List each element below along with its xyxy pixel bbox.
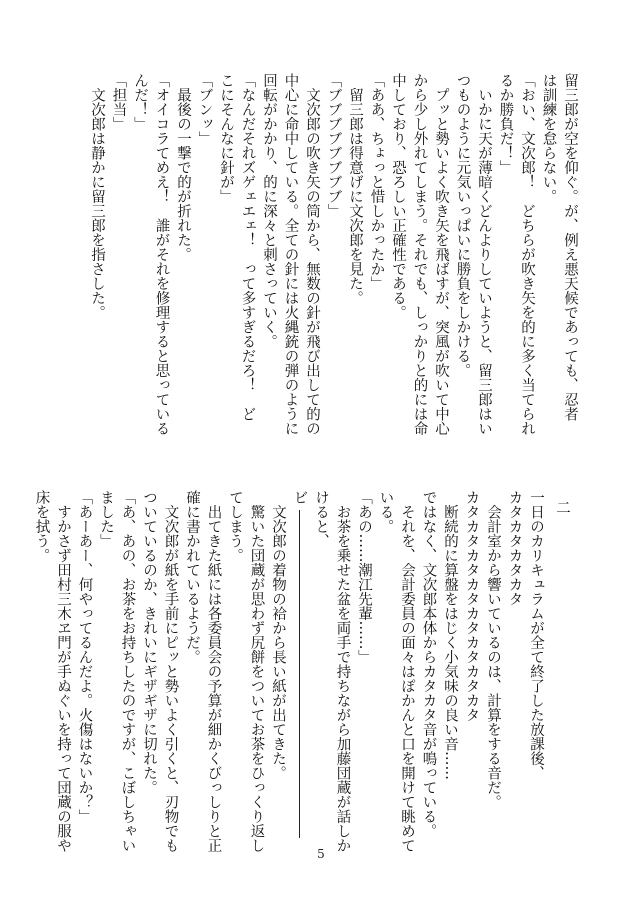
lower-text-block-part1: 一日のカリキュラムが全て終了した放課後、 カタカタカタカタ 会計室から響いているのは、計算をする音だ。 カタカタカタカタカタカタカタカタ 断続的に算盤をはじく小気味の良い音…… ではなく、文次郎本体からカタカタ音が鳴っている。 それを、会計委員の面々はぽかんと口を開けて眺めて いる。 「あの……潮江先輩……」 お茶を乗せた盆を両手で持ちながら加藤団蔵が話しか けると、 ビ [291,490,544,853]
page-number: 5 [317,847,325,861]
sound-dash-line [299,510,300,838]
section-number: 二 [554,500,570,515]
lower-text-block-part2: 文次郎の着物の袷から長い紙が出てきた。 驚いた団蔵が思わず尻餅をついてお茶をひっくり返し てしまう。 出てきた紙には各委員会の予算が細かくびっしりと正 確に書かれているようだ。 文次郎が紙を手前にピッと勢いよく引くと、刃物でも ついているのか、きれいにギザギザに切れた。 「あ、あの、お茶をお持ちしたのですが、こぼしちゃい ました」 「あーあー、何やってるんだよ。火傷はないか？」 すかさず田村三木ヱ門が手ぬぐいを持って団蔵の服や 床を拭う。 [33,490,286,853]
upper-text-block: 留三郎が空を仰ぐ。が、例え悪天候であっても、忍者 は訓練を怠らない。 「おい、文次郎！ どちらが吹き矢を的に多く当てられ るか勝負だ！」 いかに天が薄暗くどんよりしていようと、留三郎はい つものように元気いっぱいに勝負をしかける。 プッと勢いよく吹き矢を飛ばすが、突風が吹いて中心 から少し外れてしまう。それでも、しっかりと的には命 中しており、恐ろしい正確性である。 「ああ、ちょっと惜しかったか」 留三郎は得意げに文次郎を見た。 「ブブブブブブブブ」 文次郎の吹き矢の筒から、無数の針が飛び出して的の 中心に命中している。全ての針には火縄銃の弾のように 回転がかかり、的に深々と刺さっていく。 「なんだそれズゲェエェ！ って多すぎるだろ！ ど こにそんなに針が」 「ブンッ」 最後の一撃で的が折れた。 「オイコラてめえ！ 誰がそれを修理すると思っている んだ！」 「担当」 文次郎は静かに留三郎を指さした。 [89,73,578,436]
